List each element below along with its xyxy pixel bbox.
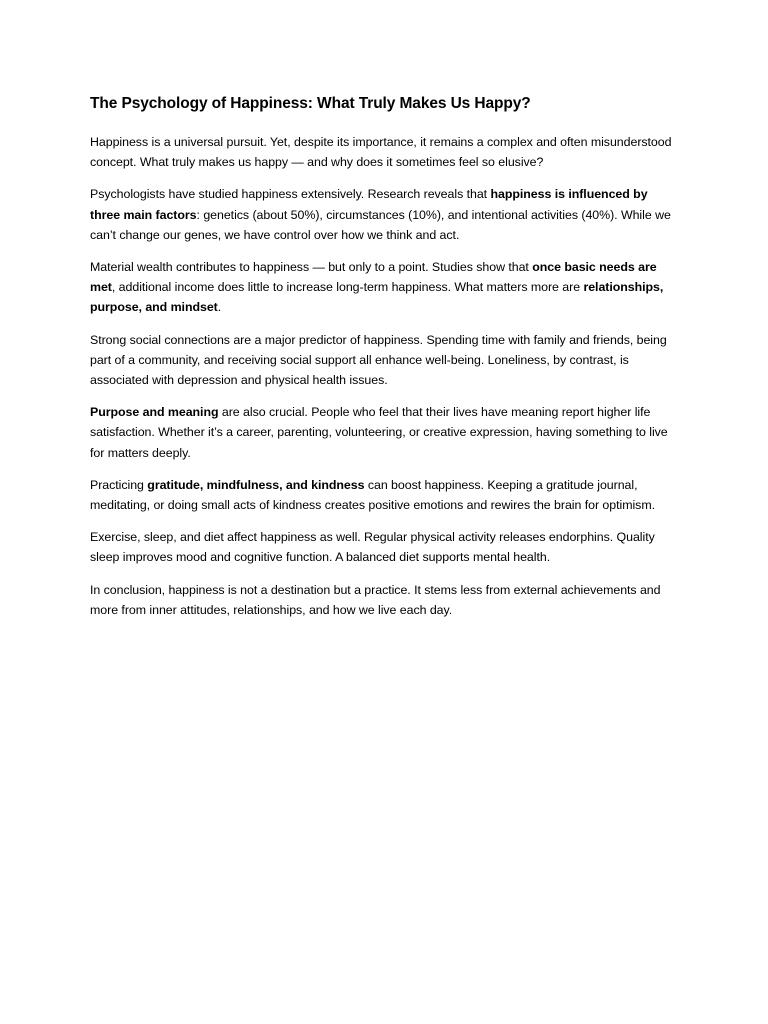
paragraph: [90, 257, 680, 318]
text-run: Psychologists have studied happiness extensively. Research reveals that: [90, 187, 491, 202]
text-run: Exercise, sleep, and diet affect happiness as well. Regular physical activity releases endorphins. Quality sleep improves mood and cognitive function. A balanced diet supports mental health.: [90, 530, 655, 565]
text-run: Practicing: [90, 477, 148, 492]
text-run: : genetics (about 50%), circumstances (10%), and intentional activities (40%). While we can’t change our genes, we have control over how we think and act.: [90, 207, 671, 242]
bold-text-run: once basic needs are met: [90, 260, 657, 295]
text-run: Happiness is a universal pursuit. Yet, despite its importance, it remains a complex and often misunderstood concept. What truly makes us happy — and why does it sometimes feel so elusive?: [90, 135, 672, 170]
bold-text-run: Purpose and meaning: [90, 405, 219, 420]
document-title: The Psychology of Happiness: What Truly Makes Us Happy?: [90, 95, 531, 112]
paragraph: [90, 580, 680, 620]
paragraph: [90, 527, 680, 567]
text-run: Strong social connections are a major predictor of happiness. Spending time with family and friends, being part of a community, and receiving social support all enhance well-being. Loneliness, by contrast, is associated with depression and physical health issues.: [90, 332, 667, 388]
text-run: .: [217, 300, 222, 315]
bold-text-run: gratitude, mindfulness, and kindness: [147, 477, 365, 492]
paragraph: [90, 132, 680, 172]
bold-text-run: happiness is influenced by three main factors: [90, 187, 648, 222]
bold-text-run: relationships, purpose, and mindset: [90, 280, 664, 315]
text-run: , additional income does little to increase long-term happiness. What matters more are: [111, 280, 584, 295]
text-run: Material wealth contributes to happiness — but only to a point. Studies show that: [90, 260, 533, 275]
paragraph: [90, 184, 680, 245]
text-run: In conclusion, happiness is not a destination but a practice. It stems less from external achievements and more from inner attitudes, relationships, and how we live each day.: [90, 582, 661, 617]
document-page: [90, 94, 680, 632]
paragraph: [90, 330, 680, 391]
paragraph: [90, 402, 680, 463]
paragraph: [90, 475, 680, 515]
text-run: are also crucial. People who feel that their lives have meaning report higher life satisfaction. Whether it’s a career, parenting, volunteering, or creative expression, having something to live for matters deeply.: [90, 405, 668, 460]
text-run: can boost happiness. Keeping a gratitude journal, meditating, or doing small acts of kindness creates positive emotions and rewires the brain for optimism.: [90, 477, 655, 513]
document-body: [90, 132, 680, 620]
